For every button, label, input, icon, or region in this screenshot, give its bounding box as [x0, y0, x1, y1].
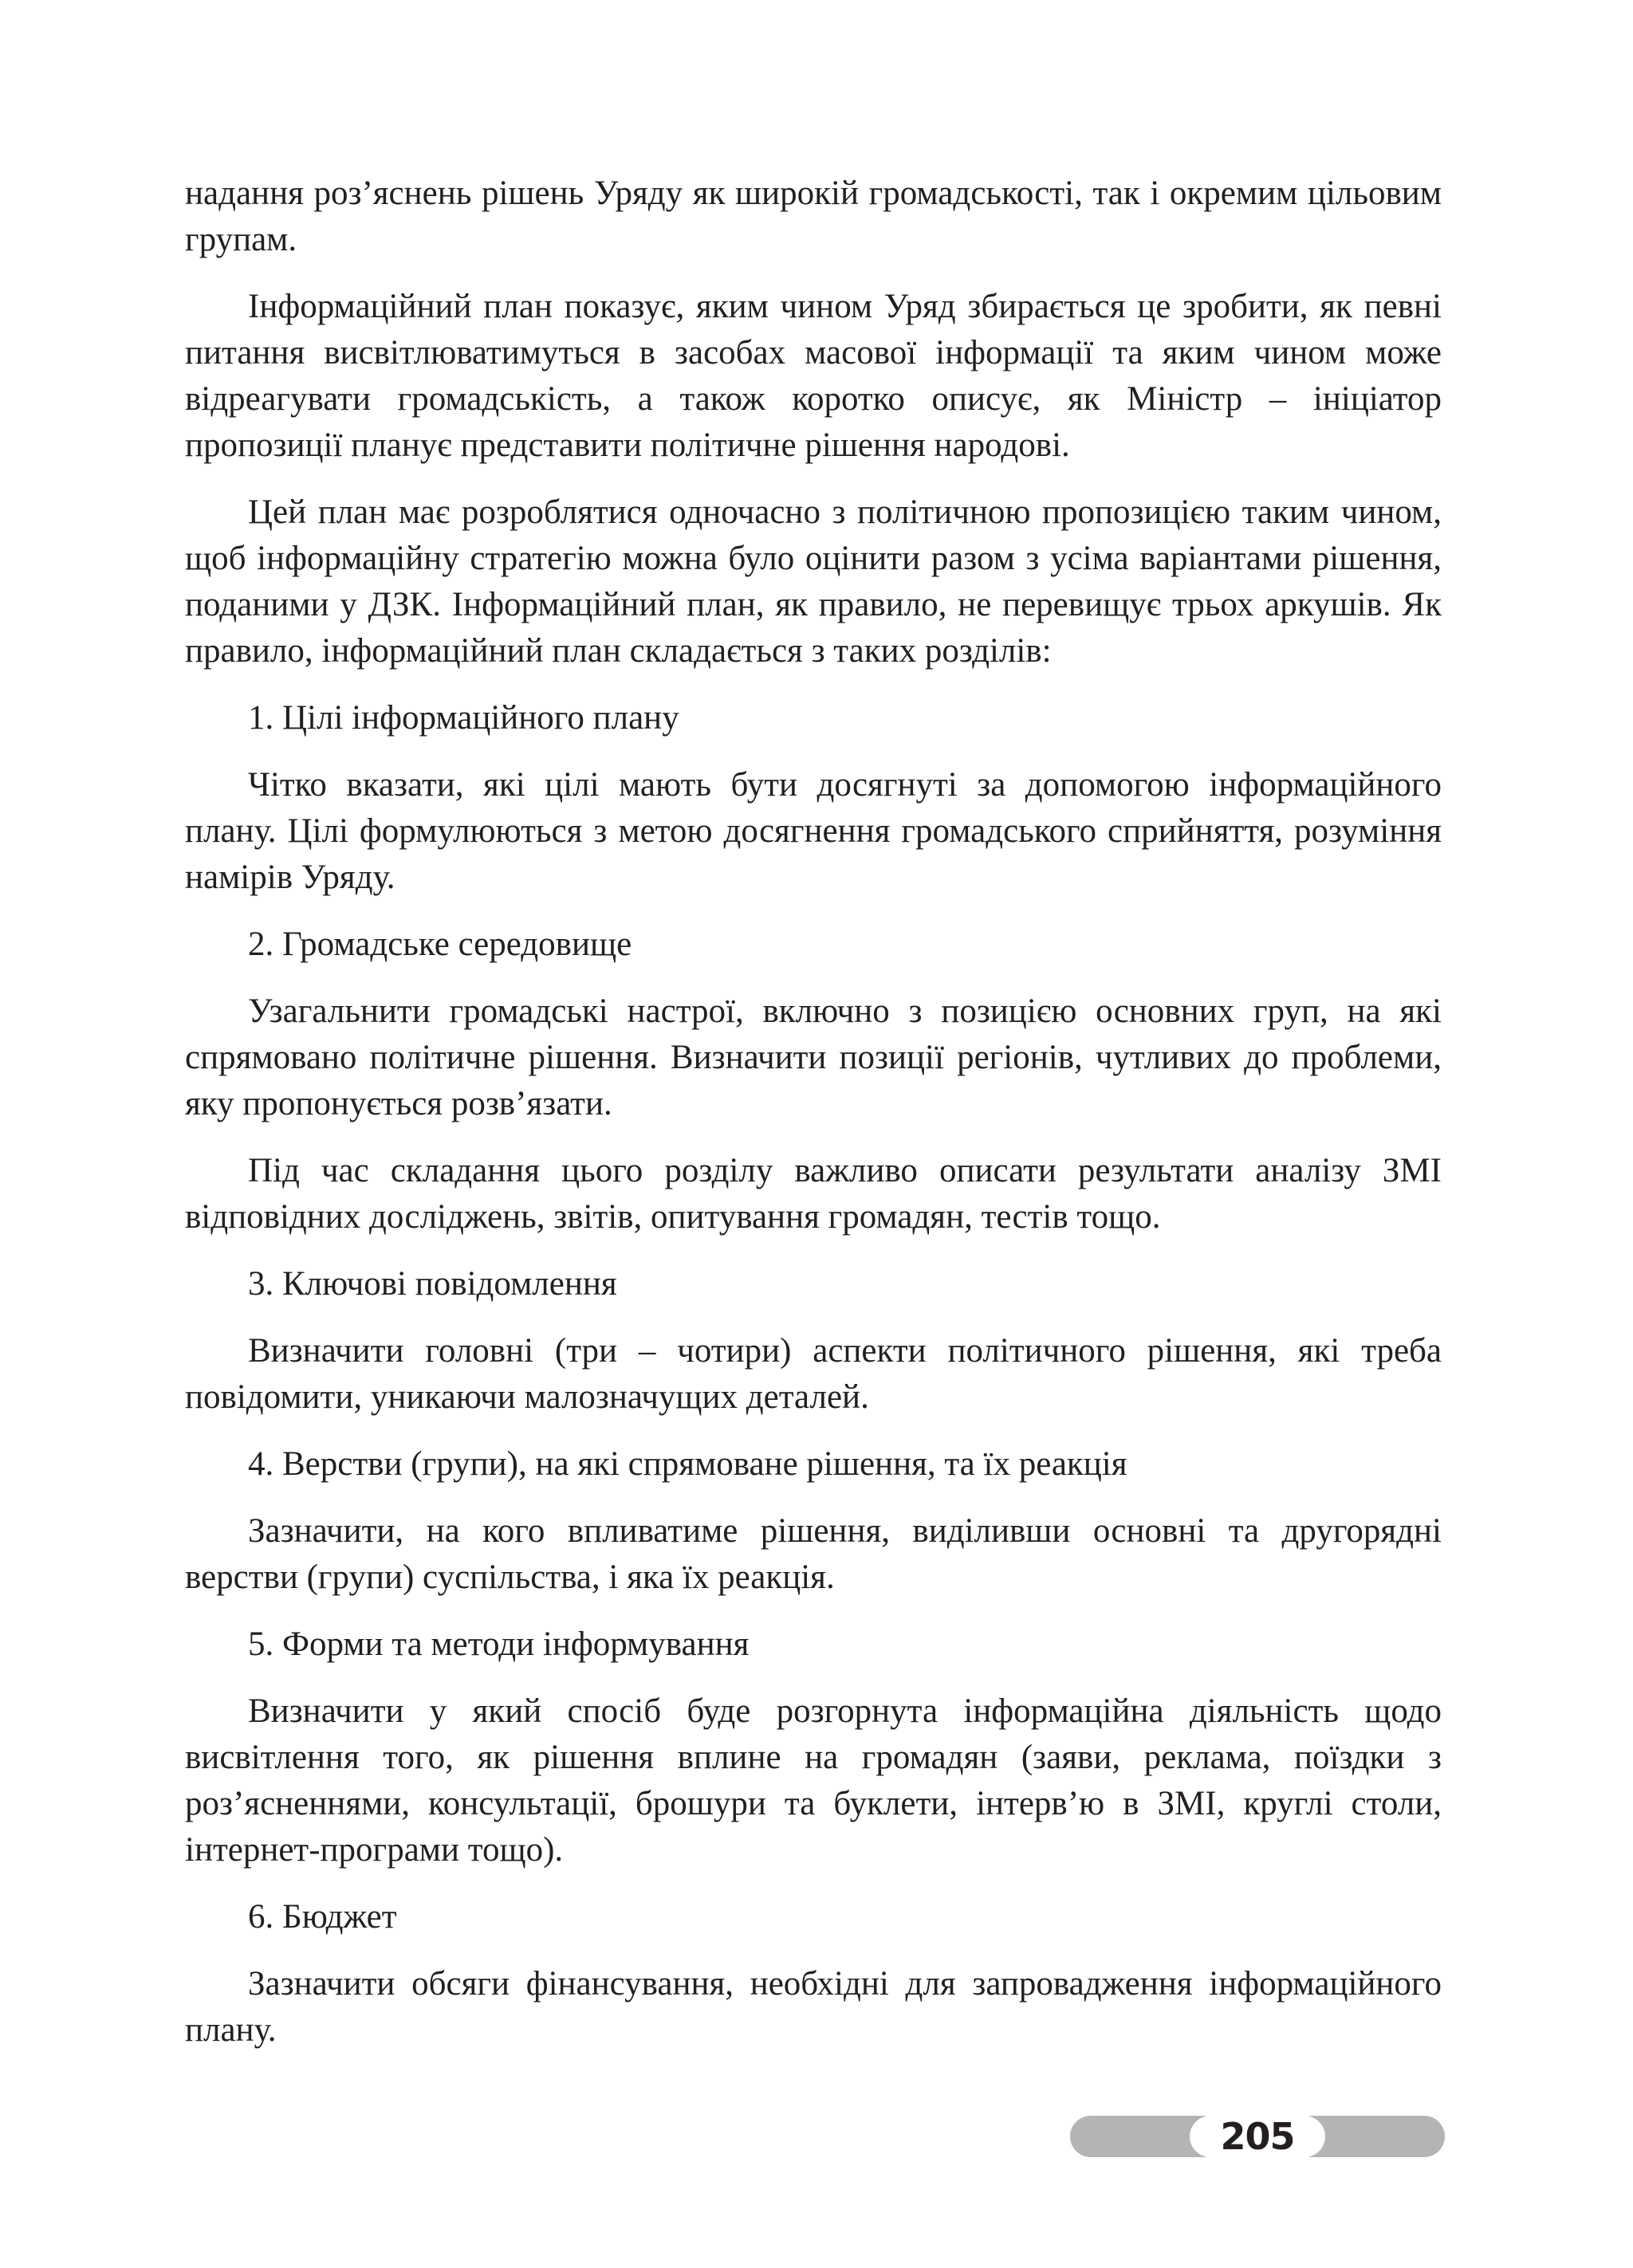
page-body-text [185, 171, 1442, 2074]
paragraph-budget: Зазначити обсяги фінансування, необхідні для запровадження інформаційного плану. [185, 1965, 1442, 2049]
section-heading-public-environment: 2. Громадське середовище [248, 926, 632, 963]
paragraph-continuation: надання роз’яснень рішень Уряду як широкій громадськості, так і окремим цільовим групам. [185, 175, 1442, 258]
paragraph-media-analysis: Під час складання цього розділу важливо описати результати аналізу ЗМІ відповідних досліджень, звітів, опитування громадян, тестів тощо. [185, 1152, 1442, 1236]
paragraph-goals: Чітко вказати, які цілі мають бути досягнуті за допомогою інформаційного плану. Цілі формулюються з метою досягнення громадського сприйняття, розуміння намірів Уряду. [185, 766, 1442, 896]
paragraph-public-moods: Узагальнити громадські настрої, включно з позицією основних груп, на які спрямовано політичне рішення. Визначити позиції регіонів, чутливих до проблеми, яку пропонується розв’язати. [185, 992, 1442, 1122]
section-heading-budget: 6. Бюджет [248, 1898, 397, 1936]
section-heading-key-messages: 3. Ключові повідомлення [248, 1265, 617, 1303]
paragraph-target-groups: Зазначити, на кого впливатиме рішення, виділивши основні та другорядні верстви (групи) суспільства, і яка їх реакція. [185, 1512, 1442, 1596]
section-heading-forms-methods: 5. Форми та методи інформування [248, 1625, 750, 1663]
paragraph-key-messages: Визначити головні (три – чотири) аспекти політичного рішення, які треба повідомити, уникаючи малозначущих деталей. [185, 1332, 1442, 1416]
paragraph-forms-methods: Визначити у який спосіб буде розгорнута інформаційна діяльність щодо висвітлення того, як рішення вплине на громадян (заяви, реклама, поїздки з роз’ясненнями, консультації, брошури та буклети, інтерв’ю в ЗМІ, круглі столи, інтернет-програми тощо). [185, 1692, 1442, 1869]
page-number-bar [1070, 2116, 1445, 2157]
section-heading-target-groups: 4. Верстви (групи), на які спрямоване рішення, та їх реакція [248, 1445, 1127, 1483]
page-number-bar-right [1309, 2116, 1445, 2157]
page-number-bar-left [1070, 2116, 1206, 2157]
paragraph-plan-development: Цей план має розроблятися одночасно з політичною пропозицією таким чином, щоб інформаційну стратегію можна було оцінити разом з усіма варіантами рішення, поданими у ДЗК. Інформаційний план, як правило, не перевищує трьох аркушів. Як правило, інформаційний план складається з таких розділів: [185, 493, 1442, 670]
section-heading-goals: 1. Цілі інформаційного плану [248, 699, 679, 737]
paragraph-information-plan: Інформаційний план показує, яким чином Уряд збирається це зробити, як певні питання висвітлюватимуться в засобах масової інформації та яким чином може відреагувати громадськість, а також коротко описує, як Міністр – ініціатор пропозиції планує представити політичне рішення народові. [185, 288, 1442, 464]
page-number: 205 [1190, 2116, 1325, 2157]
